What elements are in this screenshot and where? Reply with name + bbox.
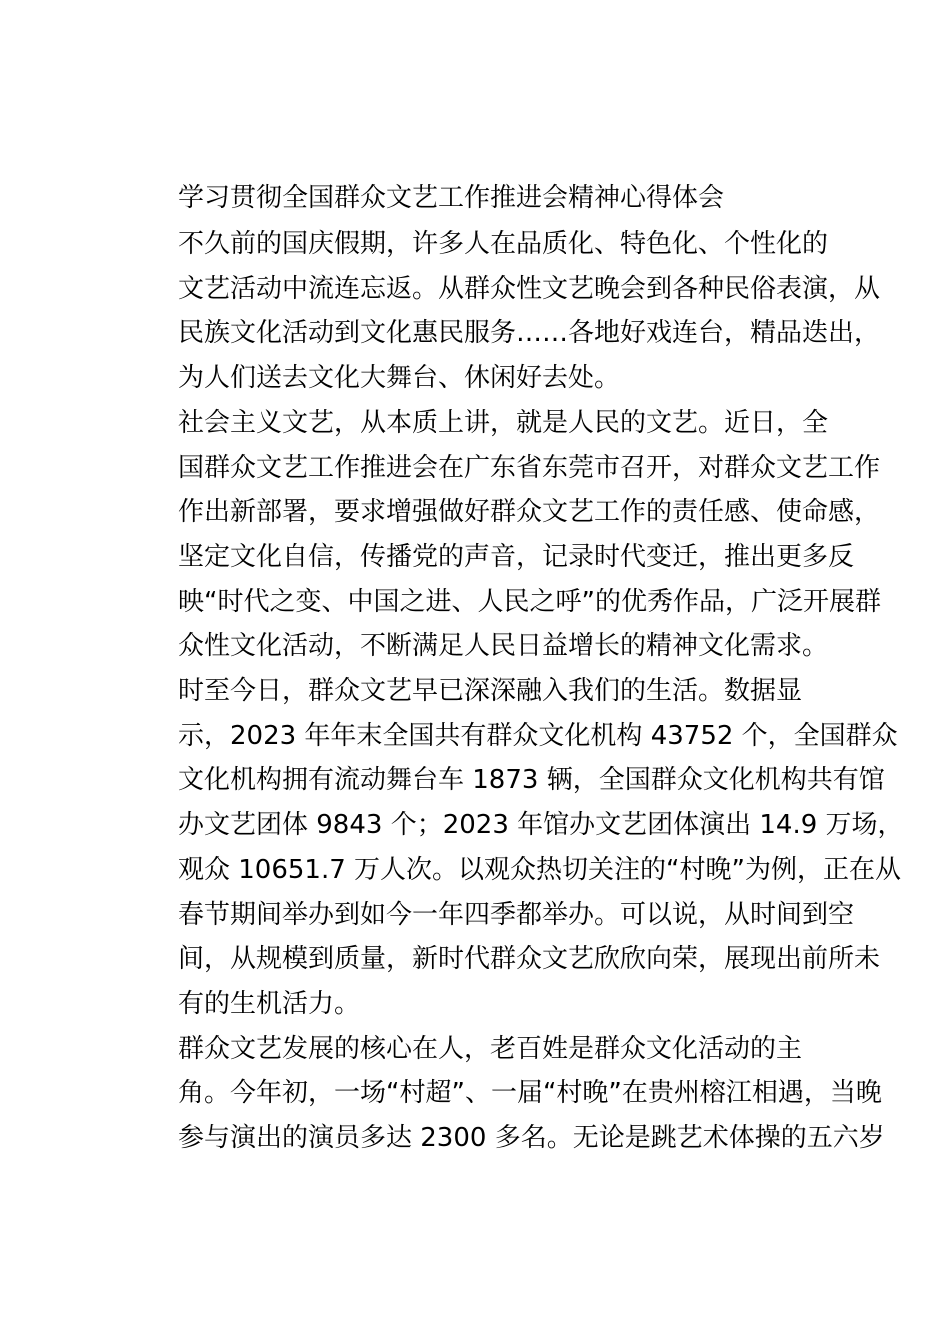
- text-line: 映“时代之变、中国之进、人民之呼”的优秀作品，广泛开展群: [178, 586, 881, 617]
- text-line: 时至今日，群众文艺早已深深融入我们的生活。数据显: [178, 676, 803, 707]
- text-line: 间，从规模到质量，新时代群众文艺欣欣向荣，展现出前所未: [178, 944, 881, 975]
- paragraph: [126, 669, 904, 1027]
- text-line: 坚定文化自信，传播党的声音，记录时代变迁，推出更多反: [178, 541, 855, 572]
- text-line: 作出新部署，要求增强做好群众文艺工作的责任感、使命感，: [178, 497, 881, 528]
- text-line: 不久前的国庆假期，许多人在品质化、特色化、个性化的: [178, 229, 829, 259]
- text-line: 国群众文艺工作推进会在广东省东莞市召开，对群众文艺工作: [178, 452, 881, 483]
- paragraph: [126, 1027, 885, 1161]
- paragraph: [126, 401, 881, 669]
- text-line: 有的生机活力。: [178, 988, 361, 1019]
- text-line: 文化机构拥有流动舞台车 1873 辆，全国群众文化机构共有馆: [178, 765, 885, 796]
- text-line: 民族文化活动到文化惠民服务……各地好戏连台，精品迭出，: [178, 318, 881, 349]
- paragraph: [126, 222, 881, 401]
- text-line: 示，2023 年年末全国共有群众文化机构 43752 个，全国群众: [178, 720, 898, 751]
- text-line: 社会主义文艺，从本质上讲，就是人民的文艺。近日，全: [178, 407, 829, 438]
- text-line: 众性文化活动，不断满足人民日益增长的精神文化需求。: [178, 631, 829, 662]
- text-line: 群众文艺发展的核心在人，老百姓是群众文化活动的主: [178, 1033, 803, 1064]
- text-line: 办文艺团体 9843 个；2023 年馆办文艺团体演出 14.9 万场，: [178, 810, 904, 841]
- text-line: 文艺活动中流连忘返。从群众性文艺晚会到各种民俗表演，从: [178, 273, 881, 304]
- text-line: 观众 10651.7 万人次。以观众热切关注的“村晚”为例，正在从: [178, 854, 901, 885]
- text-line: 为人们送去文化大舞台、休闲好去处。: [178, 363, 621, 394]
- document-title: 学习贯彻全国群众文艺工作推进会精神心得体会: [178, 183, 725, 213]
- text-line: 参与演出的演员多达 2300 多名。无论是跳艺术体操的五六岁: [178, 1123, 885, 1154]
- document-body: [126, 222, 904, 1161]
- text-line: 春节期间举办到如今一年四季都举办。可以说，从时间到空: [178, 899, 855, 930]
- text-line: 角。今年初，一场“村超”、一届“村晚”在贵州榕江相遇，当晚: [178, 1078, 882, 1109]
